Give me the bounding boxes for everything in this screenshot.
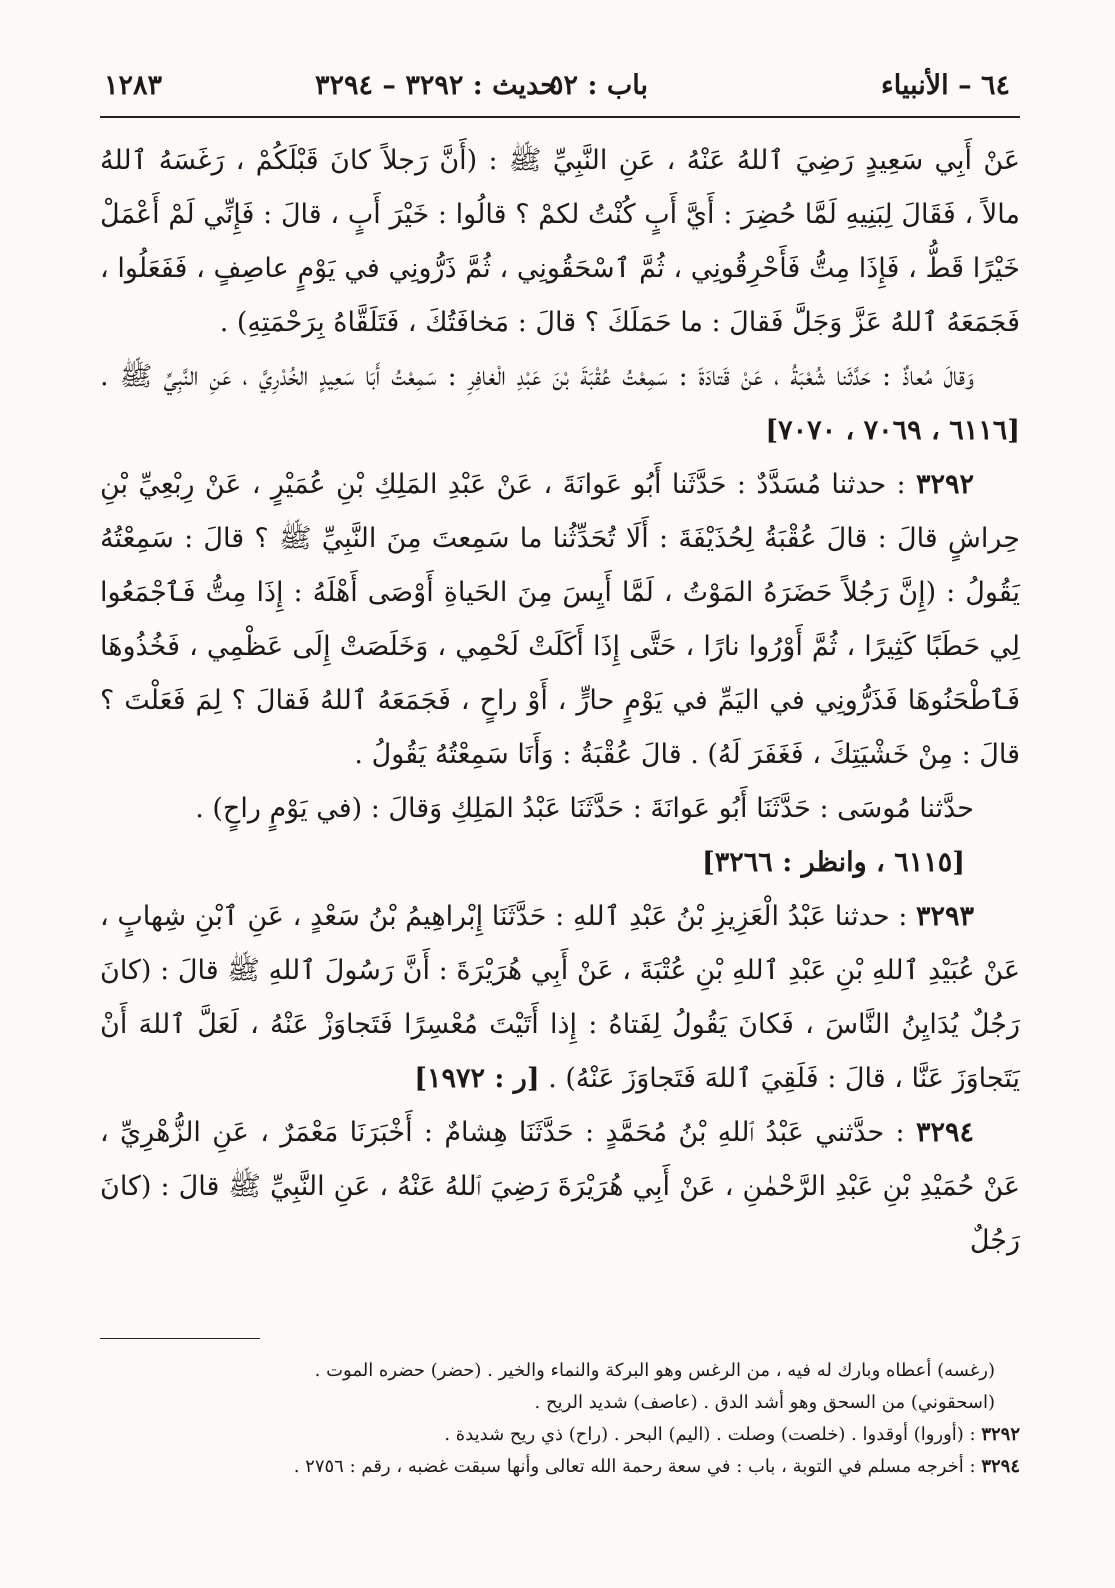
hadith-text: : حدثنا مُسَدَّدٌ : حَدَّثَنا أَبُو عَوانَةَ ، عَنْ عَبْدِ المَلِكِ بْنِ عُمَيْرٍ ، عَنْ رِبْعِيِّ بْنِ حِراشٍ قالَ : قالَ عُقْبَةُ لِحُذَيْفَةَ : أَلَا تُحَدِّثُنا ما سَمِعتَ مِنَ النَّبِيِّ ﷺ ؟ قالَ : سَمِعْتُهُ يَقُولُ : (إِنَّ رَجُلاً حَضَرَهُ المَوْتُ ، لَمَّا أَيِسَ مِنَ الحَياةِ أَوْصَى أَهْلَهُ : إِذَا مِتُّ فَٱجْمَعُوا لِي حَطَبًا كَثِيرًا ، ثُمَّ أَوْرُوا نارًا ، حَتَّى إِذَا أَكَلَتْ لَحْمِي ، وَخَلَصَتْ إِلَى عَظْمِي ، فَخُذُوهَا فَٱطْحَنُوهَا فَذَرُّونِي في اليَمِّ في يَوْمٍ حارٍّ ، أَوْ راحٍ ، فَجَمَعَهُ ٱللهُ فَقالَ ؟ لِمَ فَعَلْتَ ؟ قالَ : مِنْ خَشْيَتِكَ ، فَغَفَرَ لَهُ) . قالَ عُقْبَةُ : وَأَنَا سَمِعْتُهُ يَقُولُ .: [100, 469, 1020, 770]
footnote-number: ٣٢٩٢: [981, 1424, 1020, 1445]
hadith-range: حديث : ٣٢٩٢ – ٣٢٩٤: [315, 70, 557, 101]
footnote-number: ٣٢٩٤: [981, 1456, 1020, 1477]
chapter-label: باب : ٥٢: [549, 70, 648, 101]
page-header: [100, 60, 1020, 108]
hadith-3292-musa: حدَّثنا مُوسَى : حَدَّثَنَا أَبُو عَوانَةَ : حَدَّثَنَا عَبْدُ المَلِكِ وَقالَ : (في يَوْمٍ راحٍ) .: [195, 793, 974, 824]
paragraph-1: عَنْ أَبِي سَعِيدٍ رَضِيَ ٱللهُ عَنْهُ ، عَنِ النَّبِيِّ ﷺ : (أَنَّ رَجلاً كانَ قَبْلَكُمْ ، رَغَسَهُ ٱللهُ مالاً ، فَقَالَ لِبَنِيهِ لَمَّا حُضِرَ : أَيَّ أَبٍ كُنْتُ لكمْ ؟ قالُوا : خَيْرَ أَبٍ ، قالَ : فَإِنِّي لَمْ أَعْمَلْ خَيْرًا قَطُّ ، فَإِذَا مِتُّ فَأَحْرِقُونِي ، ثُمَّ ٱسْحَقُونِي ، ثُمَّ ذَرُّونِي في يَوْمٍ عاصِفٍ ، فَفَعَلُوا ، فَجَمَعَهُ ٱللهُ عَزَّ وَجَلَّ فَقالَ : ما حَمَلَكَ ؟ قالَ : مَخافَتُكَ ، فَتَلَقَّاهُ بِرَحْمَتِهِ) .: [100, 145, 1020, 338]
book-page: [100, 60, 1020, 1540]
footnote-1: (رغسه) أعطاه وبارك له فيه ، من الرغس وهو البركة والنماء والخير . (حضر) حضره الموت .: [314, 1360, 995, 1381]
paragraph-2-reference: [٦١١٦ ، ٧٠٦٩ ، ٧٠٧٠]: [765, 415, 1020, 446]
footnote-3: [100, 1419, 1020, 1451]
paragraph-2-text: وَقالَ مُعاذٌ : حَدَّثَنا شُعْبَةُ ، عَنْ قَتادَةَ : سَمِعْتُ عُقْبَةَ بْنَ عَبْدِ الْغافِرِ : سَمِعْتُ أَبَا سَعِيدٍ الخُدْرِيَّ ، عَنِ النَّبِيِّ ﷺ .: [100, 361, 974, 392]
page-number: ١٢٨٣: [104, 70, 163, 101]
footnotes: [100, 1355, 1020, 1483]
header-rule: [100, 116, 1020, 118]
footnote-2: (اسحقوني) من السحق وهو أشد الدق . (عاصف) شديد الريح .: [534, 1392, 995, 1413]
book-title: ٦٤ – الأنبياء: [881, 70, 1010, 101]
footnote-4: [100, 1451, 1020, 1483]
hadith-3293: [100, 890, 1020, 1106]
hadith-3292-reference: [٦١١٥ ، وانظر : ٣٢٦٦]: [702, 847, 965, 878]
hadith-number: ٣٢٩٢: [915, 469, 974, 500]
hadith-reference: [ر : ١٩٧٢]: [414, 1063, 540, 1094]
hadith-3294: [100, 1106, 1020, 1268]
footnote-text: : (أوروا) أوقدوا . (خلصت) وصلت . (اليم) البحر . (راح) ذي ريح شديدة .: [444, 1424, 976, 1445]
main-text: [100, 134, 1020, 1268]
paragraph-2: [100, 350, 1020, 458]
hadith-text: : حدَّثني عَبْدُ ٱللهِ بْنُ مُحَمَّدٍ : حَدَّثَنَا هِشامٌ : أَخْبَرَنَا مَعْمَرٌ ، عَنِ الزُّهْرِيِّ ، عَنْ حُمَيْدِ بْنِ عَبْدِ الرَّحْمٰنِ ، عَنْ أَبِي هُرَيْرَةَ رَضِيَ ٱللهُ عَنْهُ ، عَنِ النَّبِيِّ ﷺ قالَ : (كانَ رَجُلٌ: [100, 1117, 1020, 1256]
hadith-number: ٣٢٩٤: [915, 1117, 974, 1148]
footnote-rule: [100, 1338, 260, 1339]
hadith-text: : حدثنا عَبْدُ الْعَزِيزِ بْنُ عَبْدِ ٱللهِ : حَدَّثَنَا إِبْراهِيمُ بْنُ سَعْدٍ ، عَنِ ٱبْنِ شِهابٍ ، عَنْ عُبَيْدِ ٱللهِ بْنِ عَبْدِ ٱللهِ بْنِ عُتْبَةَ ، عَنْ أَبِي هُرَيْرَةَ : أَنَّ رَسُولَ ٱللهِ ﷺ قالَ : (كانَ رَجُلٌ يُدَايِنُ النَّاسَ ، فَكانَ يَقُولُ لِفَتاهُ : إِذا أَتَيْتَ مُعْسِرًا فَتَجاوَزْ عَنْهُ ، لَعَلَّ ٱللهَ أَنْ يَتَجاوَزَ عَنَّا ، قالَ : فَلَقِيَ ٱللهَ فَتَجاوَزَ عَنْهُ) .: [100, 901, 1020, 1094]
hadith-number: ٣٢٩٣: [915, 901, 974, 932]
hadith-3292: [100, 458, 1020, 782]
footnote-text: : أخرجه مسلم في التوبة ، باب : في سعة رحمة الله تعالى وأنها سبقت غضبه ، رقم : ٢٧٥٦ .: [293, 1456, 976, 1477]
